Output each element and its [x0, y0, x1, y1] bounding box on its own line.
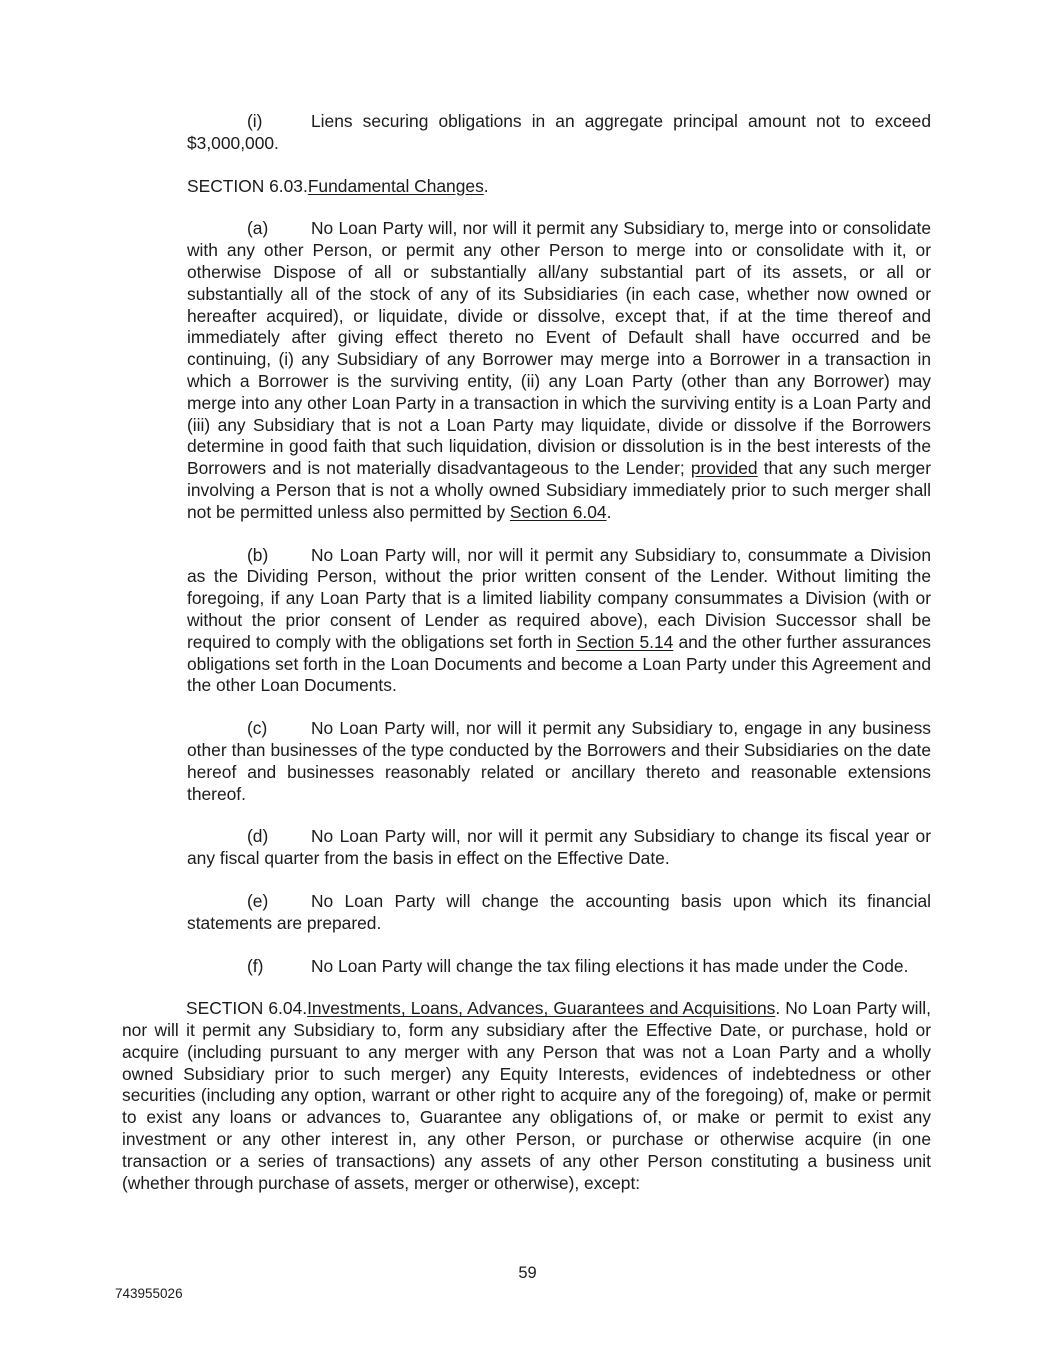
text-run: and the other further assurances obligations set forth in the Loan Documents and become a Loan Party under this Agreement and the other Loan Documents. [187, 631, 931, 696]
page-number: 59 [518, 1264, 537, 1282]
underlined-reference: Section 6.04 [509, 501, 607, 522]
underlined-reference: Investments, Loans, Advances, Guarantees and Acquisitions [307, 998, 776, 1019]
clause-label: (c) [247, 718, 268, 739]
clause-label: (d) [247, 826, 269, 847]
clause-label: (a) [247, 218, 269, 239]
text-run: that any such merger involving a Person that is not a wholly owned Subsidiary immediately prior to such merger shall not be permitted unless also permitted by [187, 458, 931, 522]
document-body [122, 111, 931, 1215]
text-run: No Loan Party will change the tax filing elections it has made under the Code. [311, 955, 909, 976]
text-run: . [606, 501, 612, 522]
clause-label: (i) [247, 111, 263, 131]
underlined-reference: Section 5.14 [576, 631, 674, 652]
clause-e-accounting-basis [187, 891, 931, 935]
clause-label: (f) [247, 955, 264, 976]
underlined-reference: provided [690, 458, 758, 479]
clause-i-liens [187, 111, 931, 155]
clause-f-tax-filing [187, 956, 931, 978]
section-6-04-paragraph [122, 998, 931, 1194]
text-run: No Loan Party will, nor will it permit any Subsidiary to, merge into or consolidate with any other Person, or permit any other Person to merge into or consolidate with it, or otherwise Dispose of all or substantially all/any substantial part of its assets, or all or substantially all of the stock of any of its Subsidiaries (in each case, whether now owned or hereafter acquired), or liquidate, divide or dissolve, except that, if at the time thereof and immediately after giving effect thereto no Event of Default shall have occurred and be continuing, (i) any Subsidiary of any Borrower may merge into a Borrower in a transaction in which a Borrower is the surviving entity, (ii) any Loan Party (other than any Borrower) may merge into any other Loan Party in a transaction in which the surviving entity is a Loan Party and (iii) any Subsidiary that is not a Loan Party may liquidate, divide or dissolve if the Borrowers determine in good faith that such liquidation, division or dissolution is in the best interests of the Borrowers and is not materially disadvantageous to the Lender; [187, 218, 931, 479]
section-6-03-heading [187, 176, 931, 198]
clause-label: (b) [247, 544, 269, 565]
text-run: . No Loan Party will, nor will it permit any Subsidiary to, form any subsidiary after the Effective Date, or purchase, hold or acquire (including pursuant to any merger with any Person that was not a Loan Party and a wholly owned Subsidiary prior to such merger) any Equity Interests, evidences of indebtedness or other securities (including any option, warrant or other right to acquire any of the foregoing) of, make or permit to exist any loans or advances to, Guarantee any obligations of, or make or permit to exist any investment or any other interest in, any other Person, or purchase or otherwise acquire (in one transaction or a series of transactions) any assets of any other Person constituting a business unit (whether through purchase of assets, merger or otherwise), except: [122, 998, 931, 1193]
text-run: No Loan Party will change the accounting basis upon which its financial statements are prepared. [187, 890, 931, 933]
clause-label: (e) [247, 890, 269, 911]
text-run: No Loan Party will, nor will it permit any Subsidiary to change its fiscal year or any fiscal quarter from the basis in effect on the Effective Date. [187, 826, 931, 869]
clause-c-business [187, 718, 931, 805]
text-run: No Loan Party will, nor will it permit any Subsidiary to, consummate a Division as the Dividing Person, without the prior written consent of the Lender. Without limiting the foregoing, if any Loan Party that is a limited liability company consummates a Division (with or without the prior consent of Lender as required above), each Division Successor shall be required to comply with the obligations set forth in [187, 544, 931, 652]
text-run: . [483, 175, 489, 196]
text-run: SECTION 6.03. [187, 175, 308, 196]
document-id: 743955026 [115, 1286, 183, 1301]
clause-b-division [187, 545, 931, 698]
underlined-reference: Fundamental Changes [307, 175, 484, 196]
text-run: SECTION 6.04. [186, 998, 308, 1019]
clause-a-mergers [187, 218, 931, 523]
clause-d-fiscal-year [187, 826, 931, 870]
text-run: No Loan Party will, nor will it permit any Subsidiary to, engage in any business other than businesses of the type conducted by the Borrowers and their Subsidiaries on the date hereof and businesses reasonably related or ancillary thereto and reasonable extensions thereof. [187, 718, 931, 804]
text-run: Liens securing obligations in an aggregate principal amount not to exceed $3,000,000. [187, 111, 931, 153]
